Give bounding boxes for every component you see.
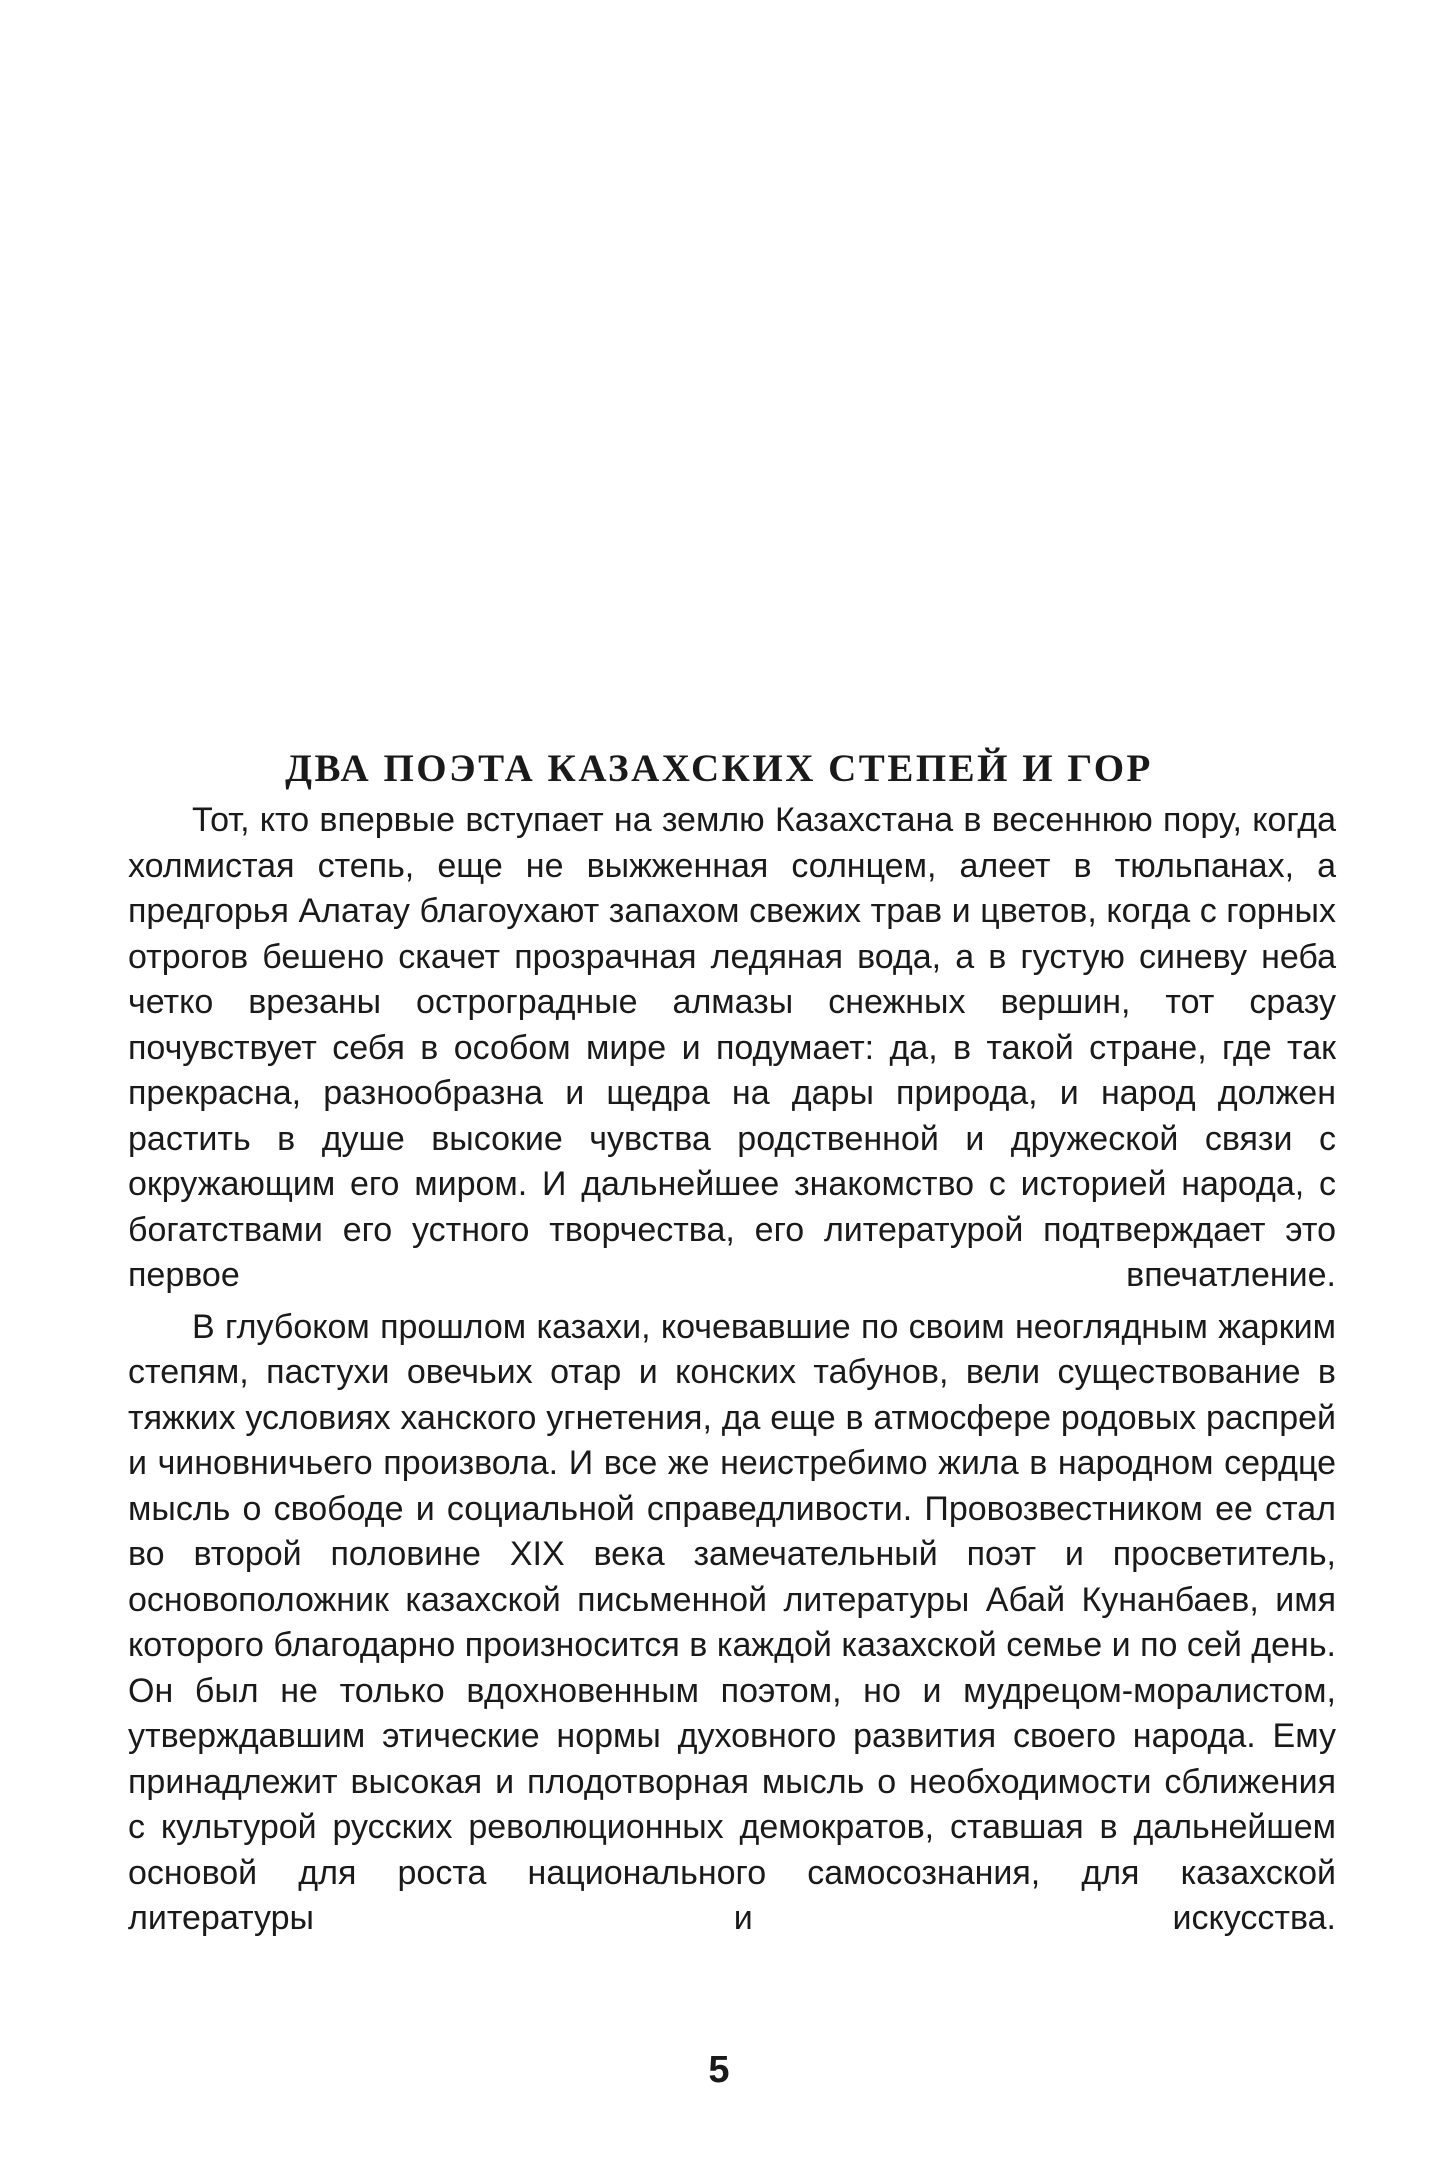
page-number: 5	[708, 2049, 730, 2091]
paragraph-2: В глубоком прошлом казахи, кочевавшие по своим неоглядным жарким степям, пастухи овечьих отар и конских табунов, вели существование в тяжких условиях ханского угнетения, да еще в атмосфере родовых распрей и чиновничьего произвола. И все же неистребимо жила в народном сердце мысль о свободе и социальной справедливости. Провозвестником ее стал во второй половине XIX века замечательный поэт и просветитель, основоположник казахской письменной литературы Абай Кунанбаев, имя которого благодарно произносится в каждой казахской семье и по сей день. Он был не только вдохновенным поэтом, но и мудрецом-моралистом, утверждавшим этические нормы духовного развития своего народа. Ему принадлежит высокая и плодотворная мысль о необходимости сближения с культурой русских революционных демократов, ставшая в дальнейшем основой для роста национального самосознания, для казахской литературы и искусства.	[128, 1307, 1336, 1937]
chapter-title: ДВА ПОЭТА КАЗАХСКИХ СТЕПЕЙ И ГОР	[285, 747, 1153, 791]
body-text	[128, 798, 1336, 1942]
paragraph-1: Тот, кто впервые вступает на землю Казахстана в весеннюю пору, когда холмистая степь, еще не выжженная солнцем, алеет в тюльпанах, а предгорья Алатау благоухают запахом свежих трав и цветов, когда с горных отрогов бешено скачет прозрачная ледяная вода, а в густую синеву неба четко врезаны остроградные алмазы снежных вершин, тот сразу почувствует себя в особом мире и подумает: да, в такой стране, где так прекрасна, разнообразна и щедра на дары природа, и народ должен растить в душе высокие чувства родственной и дружеской связи с окружающим его миром. И дальнейшее знакомство с историей народа, с богатствами его устного творчества, его литературой подтверждает это первое впечатление.	[128, 801, 1336, 1294]
